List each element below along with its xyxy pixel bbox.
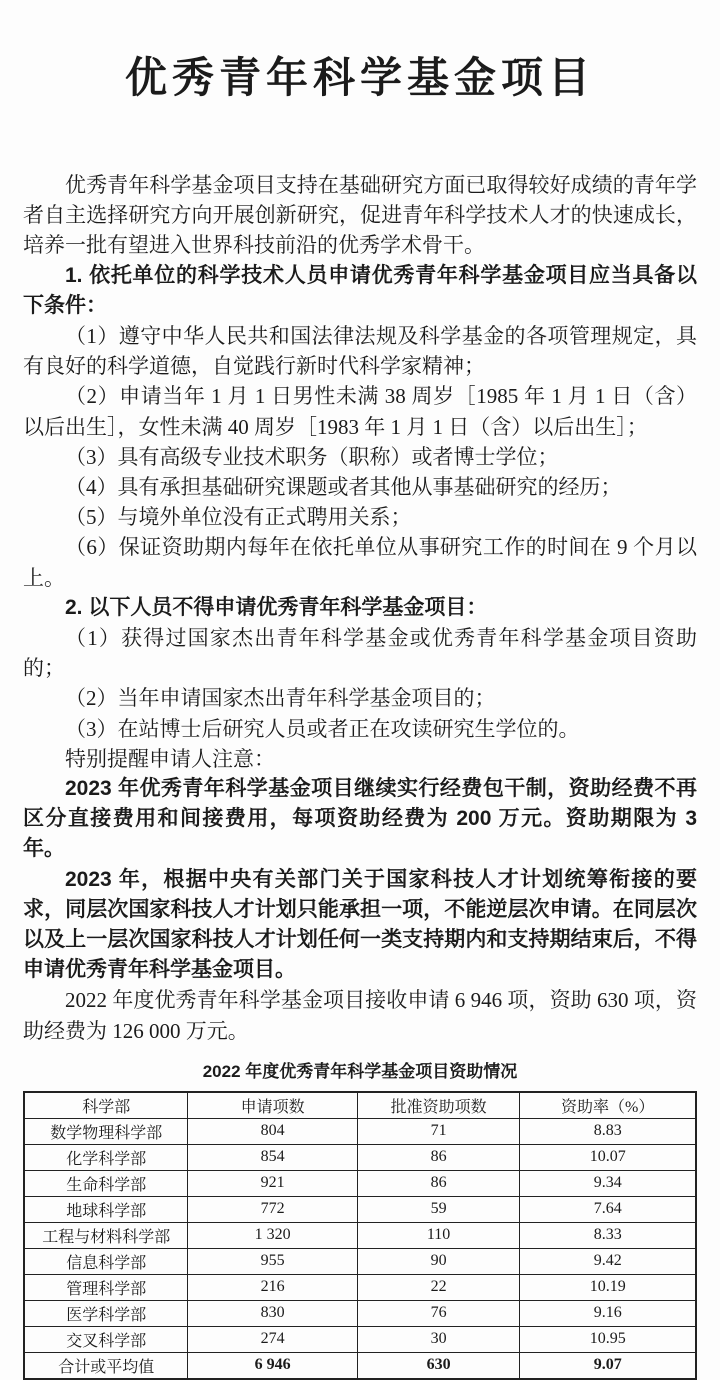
table-header-cell: 申请项数: [188, 1092, 357, 1119]
funding-table-title: 2022 年度优秀青年科学基金项目资助情况: [202, 1061, 518, 1081]
table-cell: 71: [357, 1118, 520, 1144]
table-cell: 生命科学部: [24, 1170, 188, 1196]
table-cell: 22: [357, 1274, 520, 1300]
section-2-heading: 2. 以下人员不得申请优秀青年科学基金项目：: [65, 595, 488, 619]
table-cell: 76: [357, 1300, 520, 1326]
condition-item-6: （6）保证资助期内每年在依托单位从事研究工作的时间在 9 个月以上。: [23, 535, 697, 590]
table-cell: 9.16: [520, 1300, 696, 1326]
table-row: [24, 1118, 696, 1144]
condition-item-5: （5）与境外单位没有正式聘用关系；: [65, 505, 412, 530]
table-row: [24, 1144, 696, 1170]
table-cell: 交叉科学部: [24, 1326, 188, 1352]
table-cell: 854: [188, 1144, 357, 1170]
table-cell: 274: [188, 1326, 357, 1352]
table-cell: 管理科学部: [24, 1274, 188, 1300]
table-cell: 地球科学部: [24, 1196, 188, 1222]
table-cell: 630: [357, 1352, 520, 1379]
page-title: 优秀青年科学基金项目: [124, 56, 595, 102]
table-cell: 9.07: [520, 1352, 696, 1379]
table-cell: 9.34: [520, 1170, 696, 1196]
table-header-cell: 批准资助项数: [357, 1092, 520, 1119]
table-cell: 10.07: [520, 1144, 696, 1170]
table-cell: 86: [357, 1170, 520, 1196]
condition-item-1: （1）遵守中华人民共和国法律法规及科学基金的各项管理规定，具有良好的科学道德，自觉践行新时代科学家精神；: [23, 324, 697, 379]
table-cell: 化学科学部: [24, 1144, 188, 1170]
table-header-cell: 科学部: [24, 1092, 188, 1119]
funding-table-section: [23, 1060, 697, 1380]
table-cell: 216: [188, 1274, 357, 1300]
document-body: [23, 170, 697, 1046]
table-row: [24, 1248, 696, 1274]
table-cell: 110: [357, 1222, 520, 1248]
table-cell: 772: [188, 1196, 357, 1222]
table-cell: 8.33: [520, 1222, 696, 1248]
section-1-heading: 1. 依托单位的科学技术人员申请优秀青年科学基金项目应当具备以下条件：: [23, 263, 697, 317]
table-cell: 6 946: [188, 1352, 357, 1379]
table-cell: 955: [188, 1248, 357, 1274]
table-cell: 数学物理科学部: [24, 1118, 188, 1144]
table-cell: 30: [357, 1326, 520, 1352]
table-cell: 合计或平均值: [24, 1352, 188, 1379]
table-cell: 9.42: [520, 1248, 696, 1274]
table-cell: 830: [188, 1300, 357, 1326]
table-row: [24, 1326, 696, 1352]
restriction-item-3: （3）在站博士后研究人员或者正在攻读研究生学位的。: [65, 716, 580, 741]
table-cell: 921: [188, 1170, 357, 1196]
table-cell: 工程与材料科学部: [24, 1222, 188, 1248]
table-header-row: [24, 1092, 696, 1119]
funding-notice-2023: 2023 年优秀青年科学基金项目继续实行经费包干制，资助经费不再区分直接费用和间接费用，每项资助经费为 200 万元。资助期限为 3 年。: [23, 777, 697, 861]
table-cell: 90: [357, 1248, 520, 1274]
stats-2022-paragraph: 2022 年度优秀青年科学基金项目接收申请 6 946 项，资助 630 项，资助经费为 126 000 万元。: [23, 988, 697, 1043]
intro-paragraph: 优秀青年科学基金项目支持在基础研究方面已取得较好成绩的青年学者自主选择研究方向开展创新研究，促进青年科学技术人才的快速成长，培养一批有望进入世界科技前沿的优秀学术骨干。: [23, 173, 697, 258]
table-cell: 8.83: [520, 1118, 696, 1144]
restriction-item-1: （1）获得过国家杰出青年科学基金或优秀青年科学基金项目资助的；: [23, 626, 697, 681]
table-cell: 86: [357, 1144, 520, 1170]
table-row: [24, 1300, 696, 1326]
restriction-item-2: （2）当年申请国家杰出青年科学基金项目的；: [65, 686, 496, 711]
table-row: [24, 1196, 696, 1222]
table-header-cell: 资助率（%）: [520, 1092, 696, 1119]
table-cell: 10.19: [520, 1274, 696, 1300]
table-cell: 7.64: [520, 1196, 696, 1222]
table-cell: 10.95: [520, 1326, 696, 1352]
special-reminder-lead: 特别提醒申请人注意：: [65, 746, 275, 771]
coordination-notice-2023: 2023 年，根据中央有关部门关于国家科技人才计划统筹衔接的要求，同层次国家科技人才计划只能承担一项，不能逆层次申请。在同层次以及上一层次国家科技人才计划任何一类支持期内和支持期结束后，不得申请优秀青年科学基金项目。: [23, 867, 697, 982]
table-row: [24, 1170, 696, 1196]
funding-table: [23, 1091, 697, 1380]
table-row: [24, 1222, 696, 1248]
table-cell: 804: [188, 1118, 357, 1144]
table-cell: 信息科学部: [24, 1248, 188, 1274]
condition-item-4: （4）具有承担基础研究课题或者其他从事基础研究的经历；: [65, 475, 622, 500]
table-cell: 59: [357, 1196, 520, 1222]
table-cell: 1 320: [188, 1222, 357, 1248]
condition-item-2: （2）申请当年 1 月 1 日男性未满 38 周岁［1985 年 1 月 1 日（含）以后出生］，女性未满 40 周岁［1983 年 1 月 1 日（含）以后出生］；: [23, 384, 697, 439]
table-cell: 医学科学部: [24, 1300, 188, 1326]
table-row: [24, 1274, 696, 1300]
table-total-row: [24, 1352, 696, 1379]
condition-item-3: （3）具有高级专业技术职务（职称）或者博士学位；: [65, 444, 559, 469]
